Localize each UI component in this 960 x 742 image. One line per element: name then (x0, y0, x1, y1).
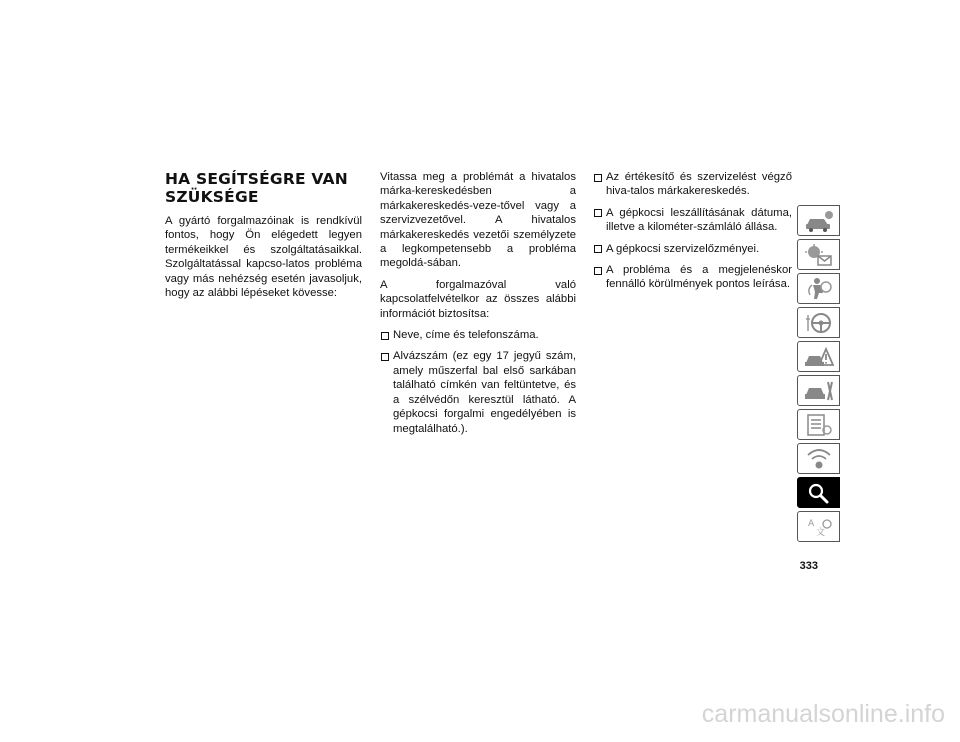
car-service-icon (804, 379, 834, 403)
airbag-safety-icon (804, 277, 834, 301)
svg-text:A: A (807, 518, 814, 529)
page-heading: HA SEGÍTSÉGRE VAN SZÜKSÉGE (165, 170, 348, 206)
checkbox-bullet-icon (594, 267, 602, 275)
tab-warning-triangle[interactable] (797, 341, 840, 372)
dealer-paragraph: Vitassa meg a problémát a hivatalos márka-kereskedésben a márkakereskedés-veze-tővel vagy a szervizvezetővel. A hivatalos márkakereskedés vezetői személyzete a legkompetensebb a probléma megoldá-sában. (380, 171, 576, 270)
list-item: Az értékesítő és szervizelést végző hiva-talos márkakereskedés. (593, 170, 792, 199)
checkbox-bullet-icon (594, 174, 602, 182)
tab-languages[interactable] (797, 511, 840, 542)
car-info-icon (804, 209, 834, 233)
list-item: A probléma és a megjelenéskor fennálló körülmények pontos leírása. (593, 263, 792, 292)
tab-dashboard-lights[interactable] (797, 239, 840, 270)
checkbox-bullet-icon (381, 332, 389, 340)
checkbox-bullet-icon (594, 209, 602, 217)
tab-car-service[interactable] (797, 375, 840, 406)
multimedia-icon (804, 447, 834, 471)
info-paragraph: A forgalmazóval való kapcsolatfelvételkor az összes alábbi információt biztosítsa: (380, 278, 576, 320)
checkbox-bullet-icon (594, 245, 602, 253)
column-1 (165, 214, 362, 307)
warning-triangle-icon (804, 345, 834, 369)
steering-wheel-icon (804, 311, 834, 335)
checkbox-bullet-icon (381, 353, 389, 361)
tab-steering-wheel[interactable] (797, 307, 840, 338)
info-list-1 (380, 328, 576, 436)
column-3 (593, 170, 792, 299)
chapter-tabs (797, 205, 842, 545)
watermark: carmanualsonline.info (701, 700, 945, 728)
tab-car-info[interactable] (797, 205, 840, 236)
list-item: Neve, címe és telefonszáma. (380, 328, 576, 342)
list-item: Alvázszám (ez egy 17 jegyű szám, amely műszerfal bal első sarkában található címkén van feltüntetve, és a szélvédőn keresztül látható. A gépkocsi forgalmi engedélyében is megtalálható.). (380, 349, 576, 435)
page-number: 333 (799, 560, 818, 572)
search-index-icon (804, 481, 834, 505)
list-item: A gépkocsi szervizelőzményei. (593, 242, 792, 256)
dashboard-lights-icon (804, 243, 834, 267)
intro-paragraph: A gyártó forgalmazóinak is rendkívül fontos, hogy Ön elégedett legyen termékeikkel és szolgáltatásaikkal. Szolgáltatással kapcso-latos probléma vagy más nehézség esetén javasoljuk, hogy az alábbi lépéseket kövesse: (165, 215, 362, 300)
column-2 (380, 170, 576, 443)
tab-specifications[interactable] (797, 409, 840, 440)
tab-airbag-safety[interactable] (797, 273, 840, 304)
specifications-list-icon (804, 413, 834, 437)
svg-text:文: 文 (815, 527, 825, 538)
tab-multimedia[interactable] (797, 443, 840, 474)
info-list-2 (593, 170, 792, 292)
languages-icon (804, 515, 834, 539)
list-item: A gépkocsi leszállításának dátuma, illetve a kilométer-számláló állása. (593, 206, 792, 235)
tab-search-index[interactable] (797, 477, 840, 508)
